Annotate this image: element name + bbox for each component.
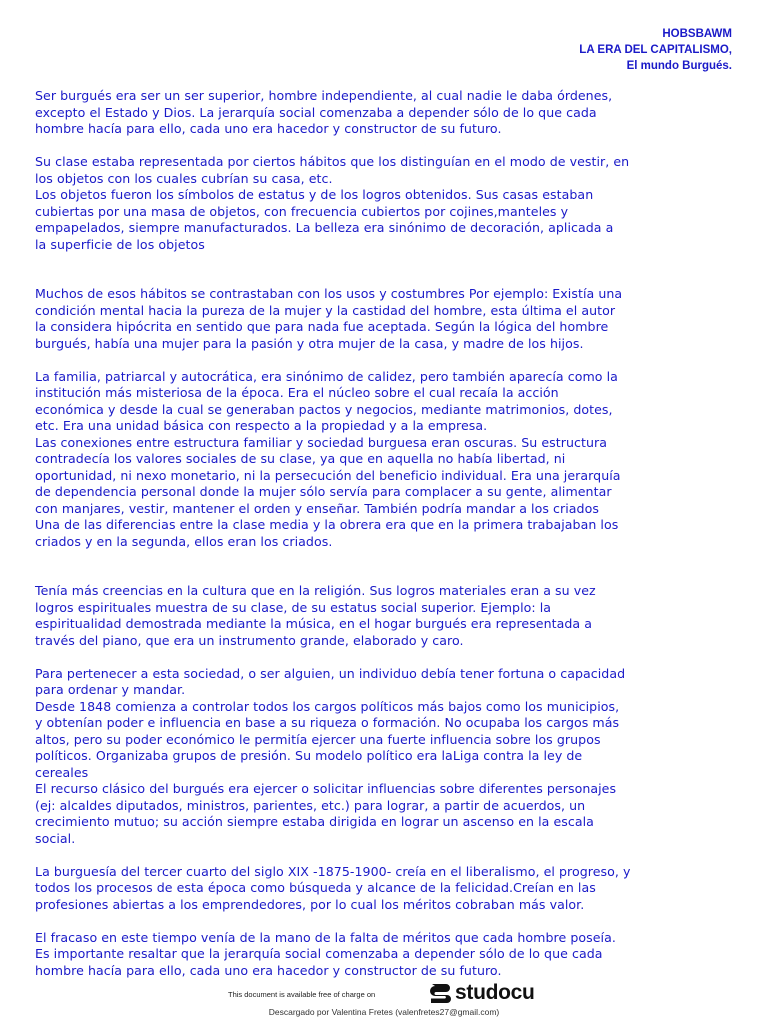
studocu-logo-icon — [426, 979, 454, 1007]
document-header — [579, 26, 732, 74]
paragraph-8: El fracaso en este tiempo venía de la mano de la falta de méritos que cada hombre poseía. Es importante resaltar que la jerarquía social comenzaba a depender sólo de lo que cada hombre hacía para ello, cada uno era hacedor y constructor de su futuro. — [35, 929, 616, 978]
author-heading: HOBSBAWM — [662, 28, 732, 40]
paragraph-6: Para pertenecer a esta sociedad, o ser alguien, un individuo debía tener fortuna o capacidad para ordenar y mandar. Desde 1848 comienza a controlar todos los cargos políticos más bajos como los municipios, y obtenían poder e influencia en base a su riqueza o formación. No ocupaba los cargos más altos, pero su poder económico le permitía ejercer una fuerte influencia sobre los grupos políticos. Organizaba grupos de presión. Su modelo político era laLiga contra la ley de cereales El recurso clásico del burgués era ejercer o solicitar influencias sobre diferentes personajes (ej: alcaldes diputados, ministros, parientes, etc.) para lograr, a partir de acuerdos, un crecimiento mutuo; su acción siempre estaba dirigida en lograr un ascenso en la escala social. — [35, 665, 626, 846]
paragraph-3: Muchos de esos hábitos se contrastaban con los usos y costumbres Por ejemplo: Existía una condición mental hacia la pureza de la mujer y la castidad del hombre, esta última el autor la considera hipócrita en sentido que para nada fue aceptada. Según la lógica del hombre burgués, había una mujer para la pasión y otra mujer de la casa, y madre de los hijos. — [35, 286, 623, 351]
paragraph-1: Ser burgués era ser un ser superior, hombre independiente, al cual nadie le daba órdenes, excepto el Estado y Dios. La jerarquía social comenzaba a depender sólo de lo que cada hombre hacía para ello, cada uno era hacedor y constructor de su futuro. — [35, 88, 613, 136]
studocu-logo[interactable] — [426, 979, 539, 1007]
paragraph-5: Tenía más creencias en la cultura que en la religión. Sus logros materiales eran a su vez logros espirituales muestra de su clase, de su estatus social superior. Ejemplo: la espiritualidad demostrada mediante la música, en el hogar burgués era representada a través del piano, que era un instrumento grande, elaborado y caro. — [35, 583, 596, 648]
paragraph-4: La familia, patriarcal y autocrática, era sinónimo de calidez, pero también aparecía como la institución más misteriosa de la época. Era el núcleo sobre el cual recaía la acción económica y desde la cual se generaban pactos y negocios, mediante matrimonios, dotes, etc. Era una unidad básica con respecto a la propiedad y a la empresa. Las conexiones entre estructura familiar y sociedad burguesa eran oscuras. Su estructura contradecía los valores sociales de su clase, ya que en aquella no había libertad, ni oportunidad, ni nexo monetario, ni la persecución del beneficio individual. Era una jerarquía de dependencia personal donde la mujer sólo servía para complacer a su gente, alimentar con manjares, vestir, mantener el orden y enseñar. También podría mandar a los criados Una de las diferencias entre la clase media y la obrera era que en la primera trabajaban los criados y en la segunda, ellos eran los criados. — [35, 368, 621, 549]
paragraph-2: Su clase estaba representada por ciertos hábitos que los distinguían en el modo de vestir, en los objetos con los cuales cubrían su casa, etc. Los objetos fueron los símbolos de estatus y de los logros obtenidos. Sus casas estaban cubiertas por una masa de objetos, con frecuencia cubiertos por cojines,manteles y empapelados, siempre manufacturados. La belleza era sinónimo de decoración, aplicada a la superficie de los objetos — [35, 154, 630, 252]
paragraph-7: La burguesía del tercer cuarto del siglo XIX -1875-1900- creía en el liberalismo, el progreso, y todos los procesos de esta época como búsqueda y alcance de la felicidad.Creían en las profesiones abiertas a los emprendedores, por lo cual los méritos cobraban más valor. — [35, 863, 631, 912]
download-note: Descargado por Valentina Fretes (valenfretes27@gmail.com) — [268, 1007, 500, 1017]
chapter-title-heading: El mundo Burgués. — [626, 60, 732, 72]
availability-note: This document is available free of charge on — [228, 990, 376, 999]
document-body — [35, 88, 735, 979]
book-title-heading: LA ERA DEL CAPITALISMO, — [579, 44, 732, 56]
studocu-brand-text: studocu — [455, 981, 535, 1004]
